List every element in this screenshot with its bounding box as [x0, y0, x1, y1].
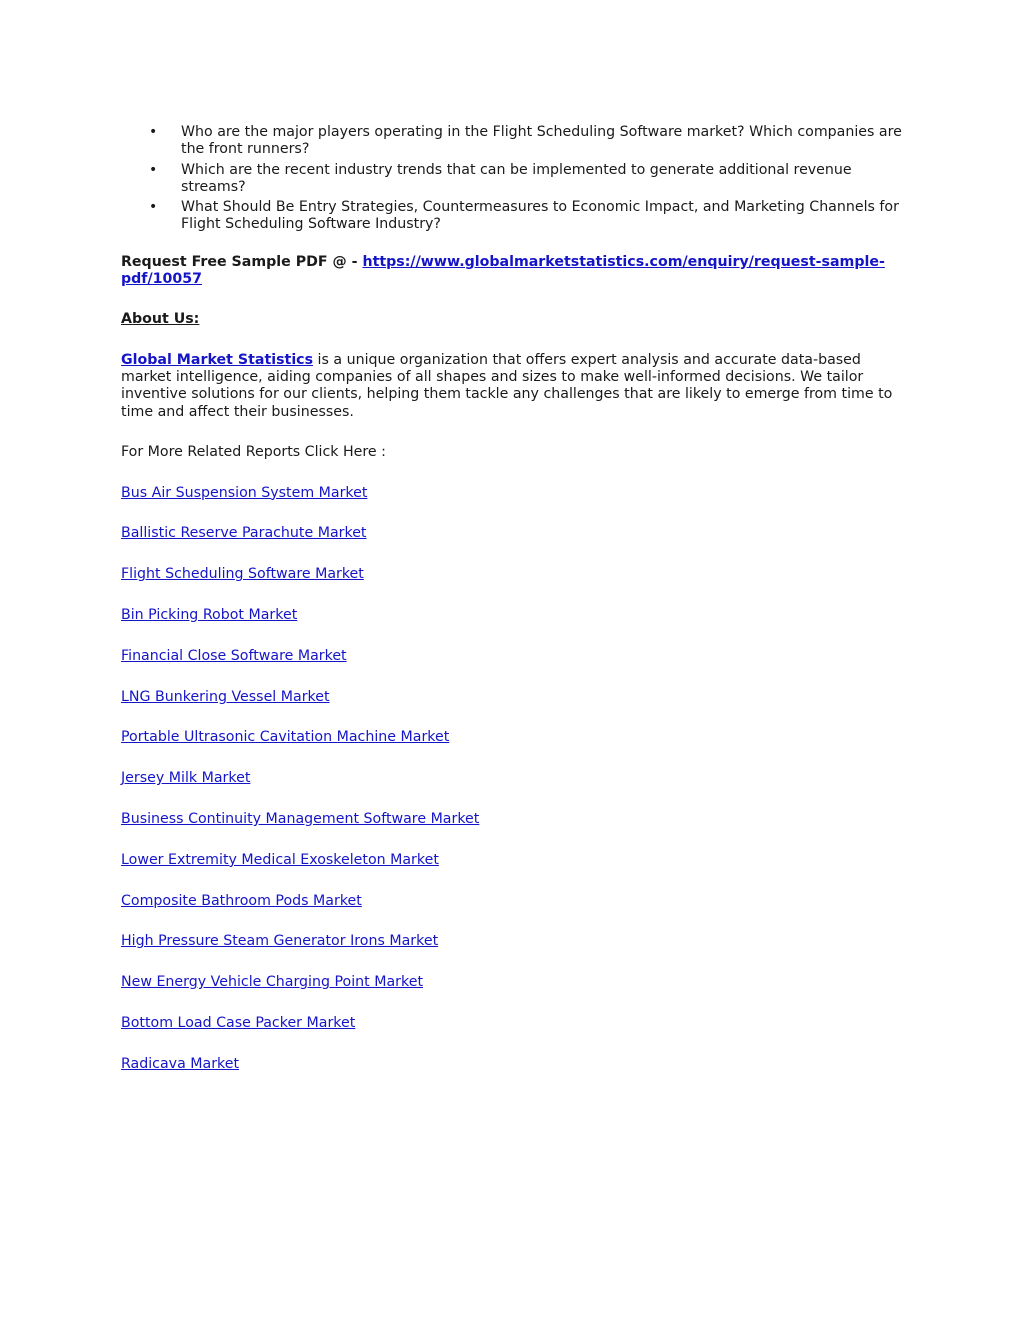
request-sample-label: Request Free Sample PDF @ - — [121, 253, 363, 270]
org-link[interactable]: Global Market Statistics — [121, 351, 314, 368]
question-text: Which are the recent industry trends that can be implemented to generate additional revenue streams? — [181, 161, 852, 195]
related-report-link[interactable]: High Pressure Steam Generator Irons Market — [121, 933, 439, 950]
question-item — [121, 124, 911, 159]
bullet-icon: • — [149, 199, 158, 216]
related-reports-intro: For More Related Reports Click Here : — [121, 443, 386, 460]
list-item — [121, 485, 911, 502]
list-item — [121, 1015, 911, 1032]
related-report-link[interactable]: Financial Close Software Market — [121, 647, 347, 664]
list-item — [121, 525, 911, 542]
about-text: is a unique organization that offers expert analysis and accurate data-based market intelligence, aiding companies of all shapes and sizes to make well-informed decisions. We tailor inventive solutions for our clients, helping them tackle any challenges that are likely to emerge from time to time and affect their businesses. — [121, 351, 893, 420]
question-text: Who are the major players operating in the Flight Scheduling Software market? Which companies are the front runners? — [181, 124, 902, 158]
request-sample-line — [121, 254, 911, 289]
related-report-link[interactable]: Bin Picking Robot Market — [121, 607, 298, 624]
related-report-link[interactable]: Lower Extremity Medical Exoskeleton Market — [121, 851, 439, 868]
related-report-link[interactable]: Jersey Milk Market — [121, 770, 251, 787]
request-sample-link[interactable]: https://www.globalmarketstatistics.com/enquiry/request-sample-pdf/10057 — [121, 253, 885, 288]
related-report-link[interactable]: Ballistic Reserve Parachute Market — [121, 525, 367, 542]
bullet-icon: • — [149, 161, 158, 178]
list-item — [121, 729, 911, 746]
list-item — [121, 689, 911, 706]
related-report-link[interactable]: Radicava Market — [121, 1055, 240, 1072]
list-item — [121, 566, 911, 583]
related-report-link[interactable]: Portable Ultrasonic Cavitation Machine Market — [121, 729, 450, 746]
related-report-link[interactable]: Bottom Load Case Packer Market — [121, 1015, 356, 1032]
bullet-icon: • — [149, 124, 158, 140]
question-text: What Should Be Entry Strategies, Countermeasures to Economic Impact, and Marketing Channels for Flight Scheduling Software Industry? — [181, 199, 899, 233]
list-item — [121, 607, 911, 624]
related-reports-list — [121, 485, 911, 1073]
question-item — [121, 199, 911, 234]
list-item — [121, 648, 911, 665]
list-item — [121, 893, 911, 910]
related-report-link[interactable]: New Energy Vehicle Charging Point Market — [121, 974, 424, 991]
list-item — [121, 852, 911, 869]
list-item — [121, 974, 911, 991]
list-item — [121, 933, 911, 950]
related-report-link[interactable]: Flight Scheduling Software Market — [121, 566, 364, 583]
list-item — [121, 1056, 911, 1073]
related-report-link[interactable]: Bus Air Suspension System Market — [121, 484, 368, 501]
about-heading: About Us: — [121, 311, 200, 328]
related-report-link[interactable]: LNG Bunkering Vessel Market — [121, 688, 330, 705]
related-report-link[interactable]: Composite Bathroom Pods Market — [121, 892, 362, 909]
list-item — [121, 770, 911, 787]
question-list — [121, 124, 911, 234]
document-page — [121, 124, 911, 1073]
list-item — [121, 811, 911, 828]
about-paragraph — [121, 352, 911, 421]
question-item — [121, 162, 911, 197]
related-report-link[interactable]: Business Continuity Management Software Market — [121, 811, 480, 828]
